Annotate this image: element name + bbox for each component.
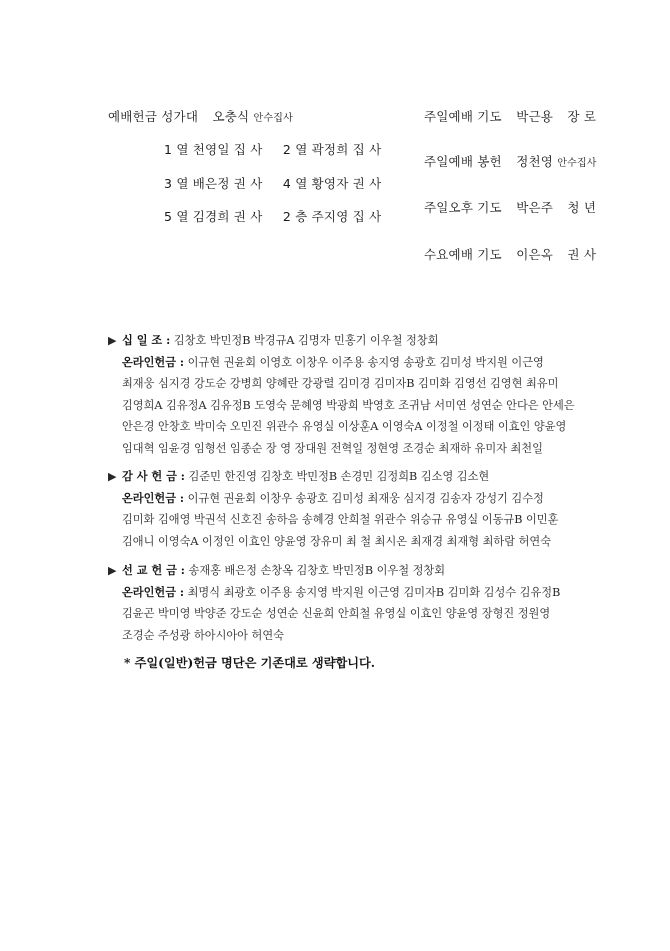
prayer-afternoon-role: 주일오후 기도 <box>424 200 502 215</box>
missions-heading: 선 교 헌 금 : <box>122 563 185 577</box>
choir-row-2-a: 3 열 배은정 권 사 <box>164 176 263 191</box>
prayer-sunday-title: 장 로 <box>567 109 597 124</box>
tithe-section <box>108 330 578 460</box>
triangle-bullet-icon: ▶ <box>108 470 117 483</box>
tithe-names-line: 최재웅 심지경 강도순 강병희 양혜란 강광렬 김미경 김미자B 김미화 김영선 김영현 최유미 <box>122 377 559 391</box>
missions-section <box>108 560 578 646</box>
thanksgiving-online-heading: 온라인헌금 : <box>122 490 185 505</box>
choir-row-1-a: 1 열 천영일 집 사 <box>164 142 263 157</box>
missions-online-names: 최명식 최광호 이주용 송지영 박지원 이근영 김미자B 김미화 김성수 김유정B <box>187 585 561 599</box>
prayer-wednesday-title: 권 사 <box>567 247 597 262</box>
thanksgiving-head-line <box>108 466 578 488</box>
tithe-online-line <box>108 352 578 374</box>
choir-offering-heading <box>108 107 293 125</box>
offering-sunday-name: 정천영 <box>516 154 554 169</box>
prayer-wednesday-role: 수요예배 기도 <box>424 247 502 262</box>
heading-label: 예배헌금 성가대 <box>108 109 199 124</box>
heading-title: 안수집사 <box>253 113 293 124</box>
tithe-head-line <box>108 330 578 352</box>
tithe-names-line: 임대혁 임윤경 임형선 임종순 장 영 장대원 전혁일 정현영 조경순 최재하 유미자 최천일 <box>122 441 543 455</box>
heading-name: 오충식 <box>212 109 250 124</box>
missions-head-line <box>108 560 578 582</box>
thanksgiving-heading: 감 사 헌 금 : <box>122 469 185 483</box>
missions-names-line: 조경순 주성광 하아시아아 허연숙 <box>122 628 284 642</box>
prayer-wednesday-name: 이은옥 <box>516 247 554 262</box>
prayer-sunday-name: 박근용 <box>516 109 554 124</box>
prayer-wednesday <box>424 245 596 263</box>
choir-row-1-b: 2 열 곽정희 집 사 <box>282 142 382 157</box>
tithe-names-line: 김영희A 김유정A 김유정B 도영숙 문혜영 박광희 박영호 조귀남 서미연 성연순 안다은 안세은 <box>122 398 575 412</box>
choir-row-3-b: 2 층 주지영 집 사 <box>282 209 382 224</box>
offering-sunday <box>424 152 597 170</box>
thanksgiving-online-names: 이규현 권윤회 이창우 송광호 김미성 최재웅 심지경 김송자 강성기 김수정 <box>187 491 544 505</box>
prayer-afternoon-name: 박은주 <box>516 200 554 215</box>
missions-names-line: 김윤곤 박미영 박양준 강도순 성연순 신윤희 안희철 유영실 이효인 양윤영 장형진 정원영 <box>122 607 551 621</box>
choir-row-3 <box>164 207 381 225</box>
thanksgiving-names-line: 김애니 이영숙A 이정인 이효인 양윤영 장유미 최 철 최시온 최재경 최재형 최하람 허연숙 <box>122 534 552 548</box>
thanksgiving-online-line <box>108 488 578 510</box>
offering-sunday-title: 안수집사 <box>557 158 597 169</box>
choir-row-2 <box>164 174 381 192</box>
missions-names: 송재홍 배은정 손창옥 김창호 박민정B 이우철 정창회 <box>188 564 446 577</box>
thanksgiving-section <box>108 466 578 552</box>
tithe-online-heading: 온라인헌금 : <box>122 354 185 369</box>
tithe-heading: 십 일 조 : <box>122 333 171 347</box>
missions-online-line <box>108 582 578 604</box>
choir-row-2-b: 4 열 황영자 권 사 <box>282 176 382 191</box>
tithe-names: 김창호 박민정B 박경규A 김명자 민홍기 이우철 정창회 <box>173 334 439 347</box>
prayer-sunday-role: 주일예배 기도 <box>424 109 502 124</box>
offering-sunday-role: 주일예배 봉헌 <box>424 154 502 169</box>
choir-row-3-a: 5 열 김경희 권 사 <box>164 209 263 224</box>
thanksgiving-names: 김준민 한진영 김창호 박민정B 손경민 김정희B 김소영 김소현 <box>188 470 490 483</box>
tithe-online-names: 이규현 권윤회 이영호 이창우 이주용 송지영 송광호 김미성 박지원 이근영 <box>187 355 544 369</box>
prayer-afternoon-title: 청 년 <box>567 200 597 215</box>
prayer-afternoon <box>424 198 596 216</box>
choir-row-1 <box>164 140 381 158</box>
omission-note: * 주일(일반)헌금 명단은 기존대로 생략합니다. <box>124 656 376 670</box>
missions-online-heading: 온라인헌금 : <box>122 584 185 599</box>
tithe-names-line: 안은경 안창호 박미숙 오민진 위관수 유영실 이상훈A 이영숙A 이정철 이정태 이효인 양윤영 <box>122 420 567 434</box>
header-assignments <box>0 0 670 280</box>
prayer-sunday <box>424 107 596 125</box>
triangle-bullet-icon: ▶ <box>108 564 117 577</box>
thanksgiving-names-line: 김미화 김애영 박권석 신호진 송하음 송혜경 안희철 위관수 위승규 유영실 이동규B 이민훈 <box>122 513 559 527</box>
triangle-bullet-icon: ▶ <box>108 334 117 347</box>
